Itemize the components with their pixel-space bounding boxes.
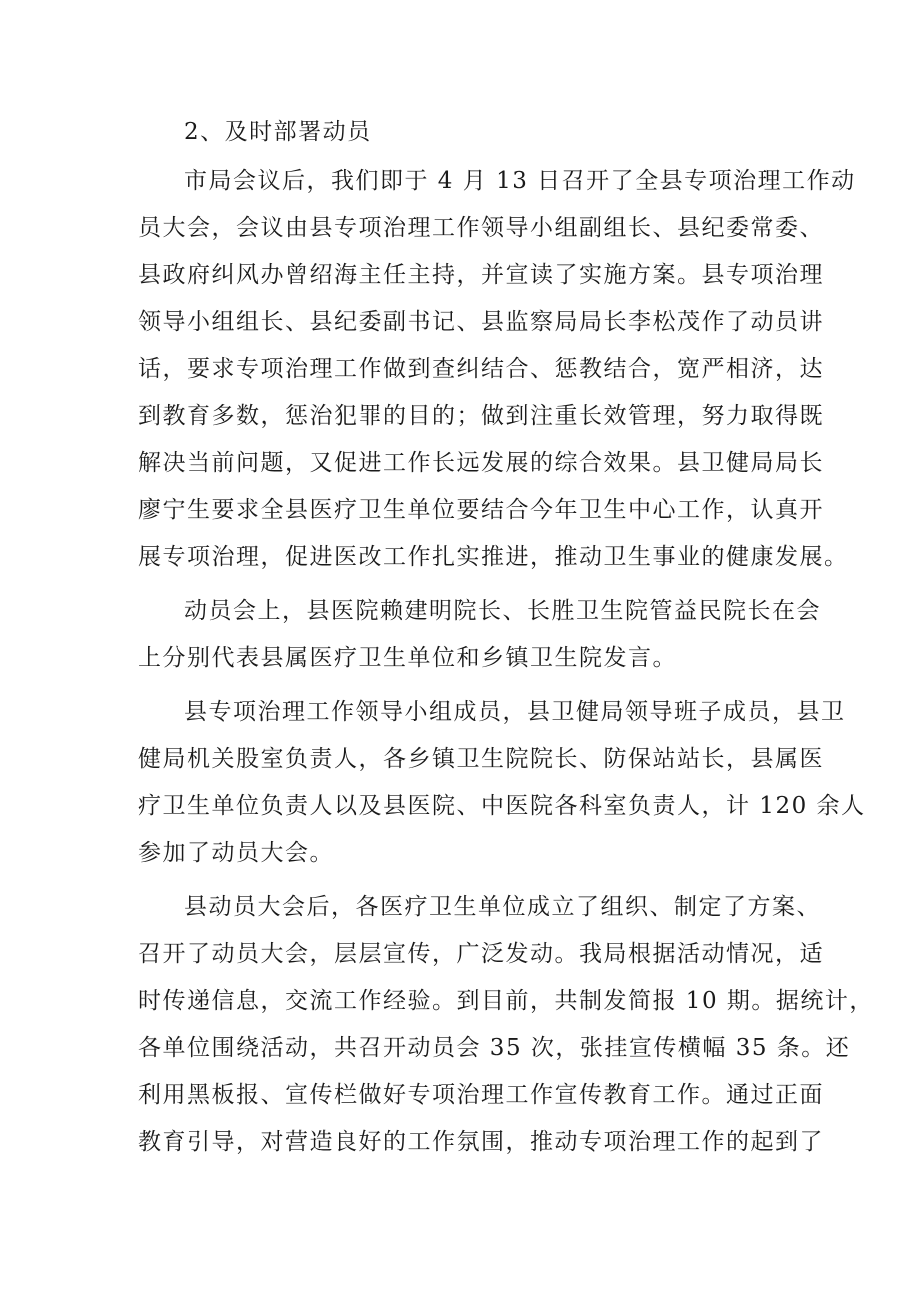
paragraph-line: 县专项治理工作领导小组成员，县卫健局领导班子成员，县卫	[184, 699, 846, 725]
paragraph-line: 县政府纠风办曾绍海主任主持，并宣读了实施方案。县专项治理	[138, 262, 824, 288]
paragraph-line: 市局会议后，我们即于 4 月 13 日召开了全县专项治理工作动	[184, 168, 856, 194]
paragraph-line: 参加了动员大会。	[138, 840, 334, 866]
paragraph-line: 健局机关股室负责人，各乡镇卫生院院长、防保站站长，县属医	[138, 746, 824, 772]
paragraph-line: 员大会，会议由县专项治理工作领导小组副组长、县纪委常委、	[138, 215, 824, 241]
paragraph-line: 利用黑板报、宣传栏做好专项治理工作宣传教育工作。通过正面	[138, 1082, 824, 1108]
paragraph-line: 县动员大会后，各医疗卫生单位成立了组织、制定了方案、	[184, 894, 821, 920]
paragraph-line: 廖宁生要求全县医疗卫生单位要结合今年卫生中心工作，认真开	[138, 497, 824, 523]
paragraph-line: 教育引导，对营造良好的工作氛围，推动专项治理工作的起到了	[138, 1129, 824, 1155]
section-heading: 2、及时部署动员	[184, 119, 372, 145]
paragraph-line: 解决当前问题，又促进工作长远发展的综合效果。县卫健局局长	[138, 450, 824, 476]
paragraph-line: 时传递信息，交流工作经验。到目前，共制发简报 10 期。据统计，	[138, 988, 874, 1014]
paragraph-line: 疗卫生单位负责人以及县医院、中医院各科室负责人，计 120 余人	[138, 793, 866, 819]
paragraph-line: 展专项治理，促进医改工作扎实推进，推动卫生事业的健康发展。	[138, 544, 849, 570]
paragraph-line: 到教育多数，惩治犯罪的目的；做到注重长效管理，努力取得既	[138, 403, 824, 429]
paragraph-line: 召开了动员大会，层层宣传，广泛发动。我局根据活动情况，适	[138, 941, 824, 967]
paragraph-line: 领导小组组长、县纪委副书记、县监察局局长李松茂作了动员讲	[138, 309, 824, 335]
paragraph-line: 话，要求专项治理工作做到查纠结合、惩教结合，宽严相济，达	[138, 356, 824, 382]
paragraph-line: 动员会上，县医院赖建明院长、长胜卫生院管益民院长在会	[184, 598, 821, 624]
paragraph-line: 上分别代表县属医疗卫生单位和乡镇卫生院发言。	[138, 645, 677, 671]
paragraph-line: 各单位围绕活动，共召开动员会 35 次，张挂宣传横幅 35 条。还	[138, 1035, 851, 1061]
